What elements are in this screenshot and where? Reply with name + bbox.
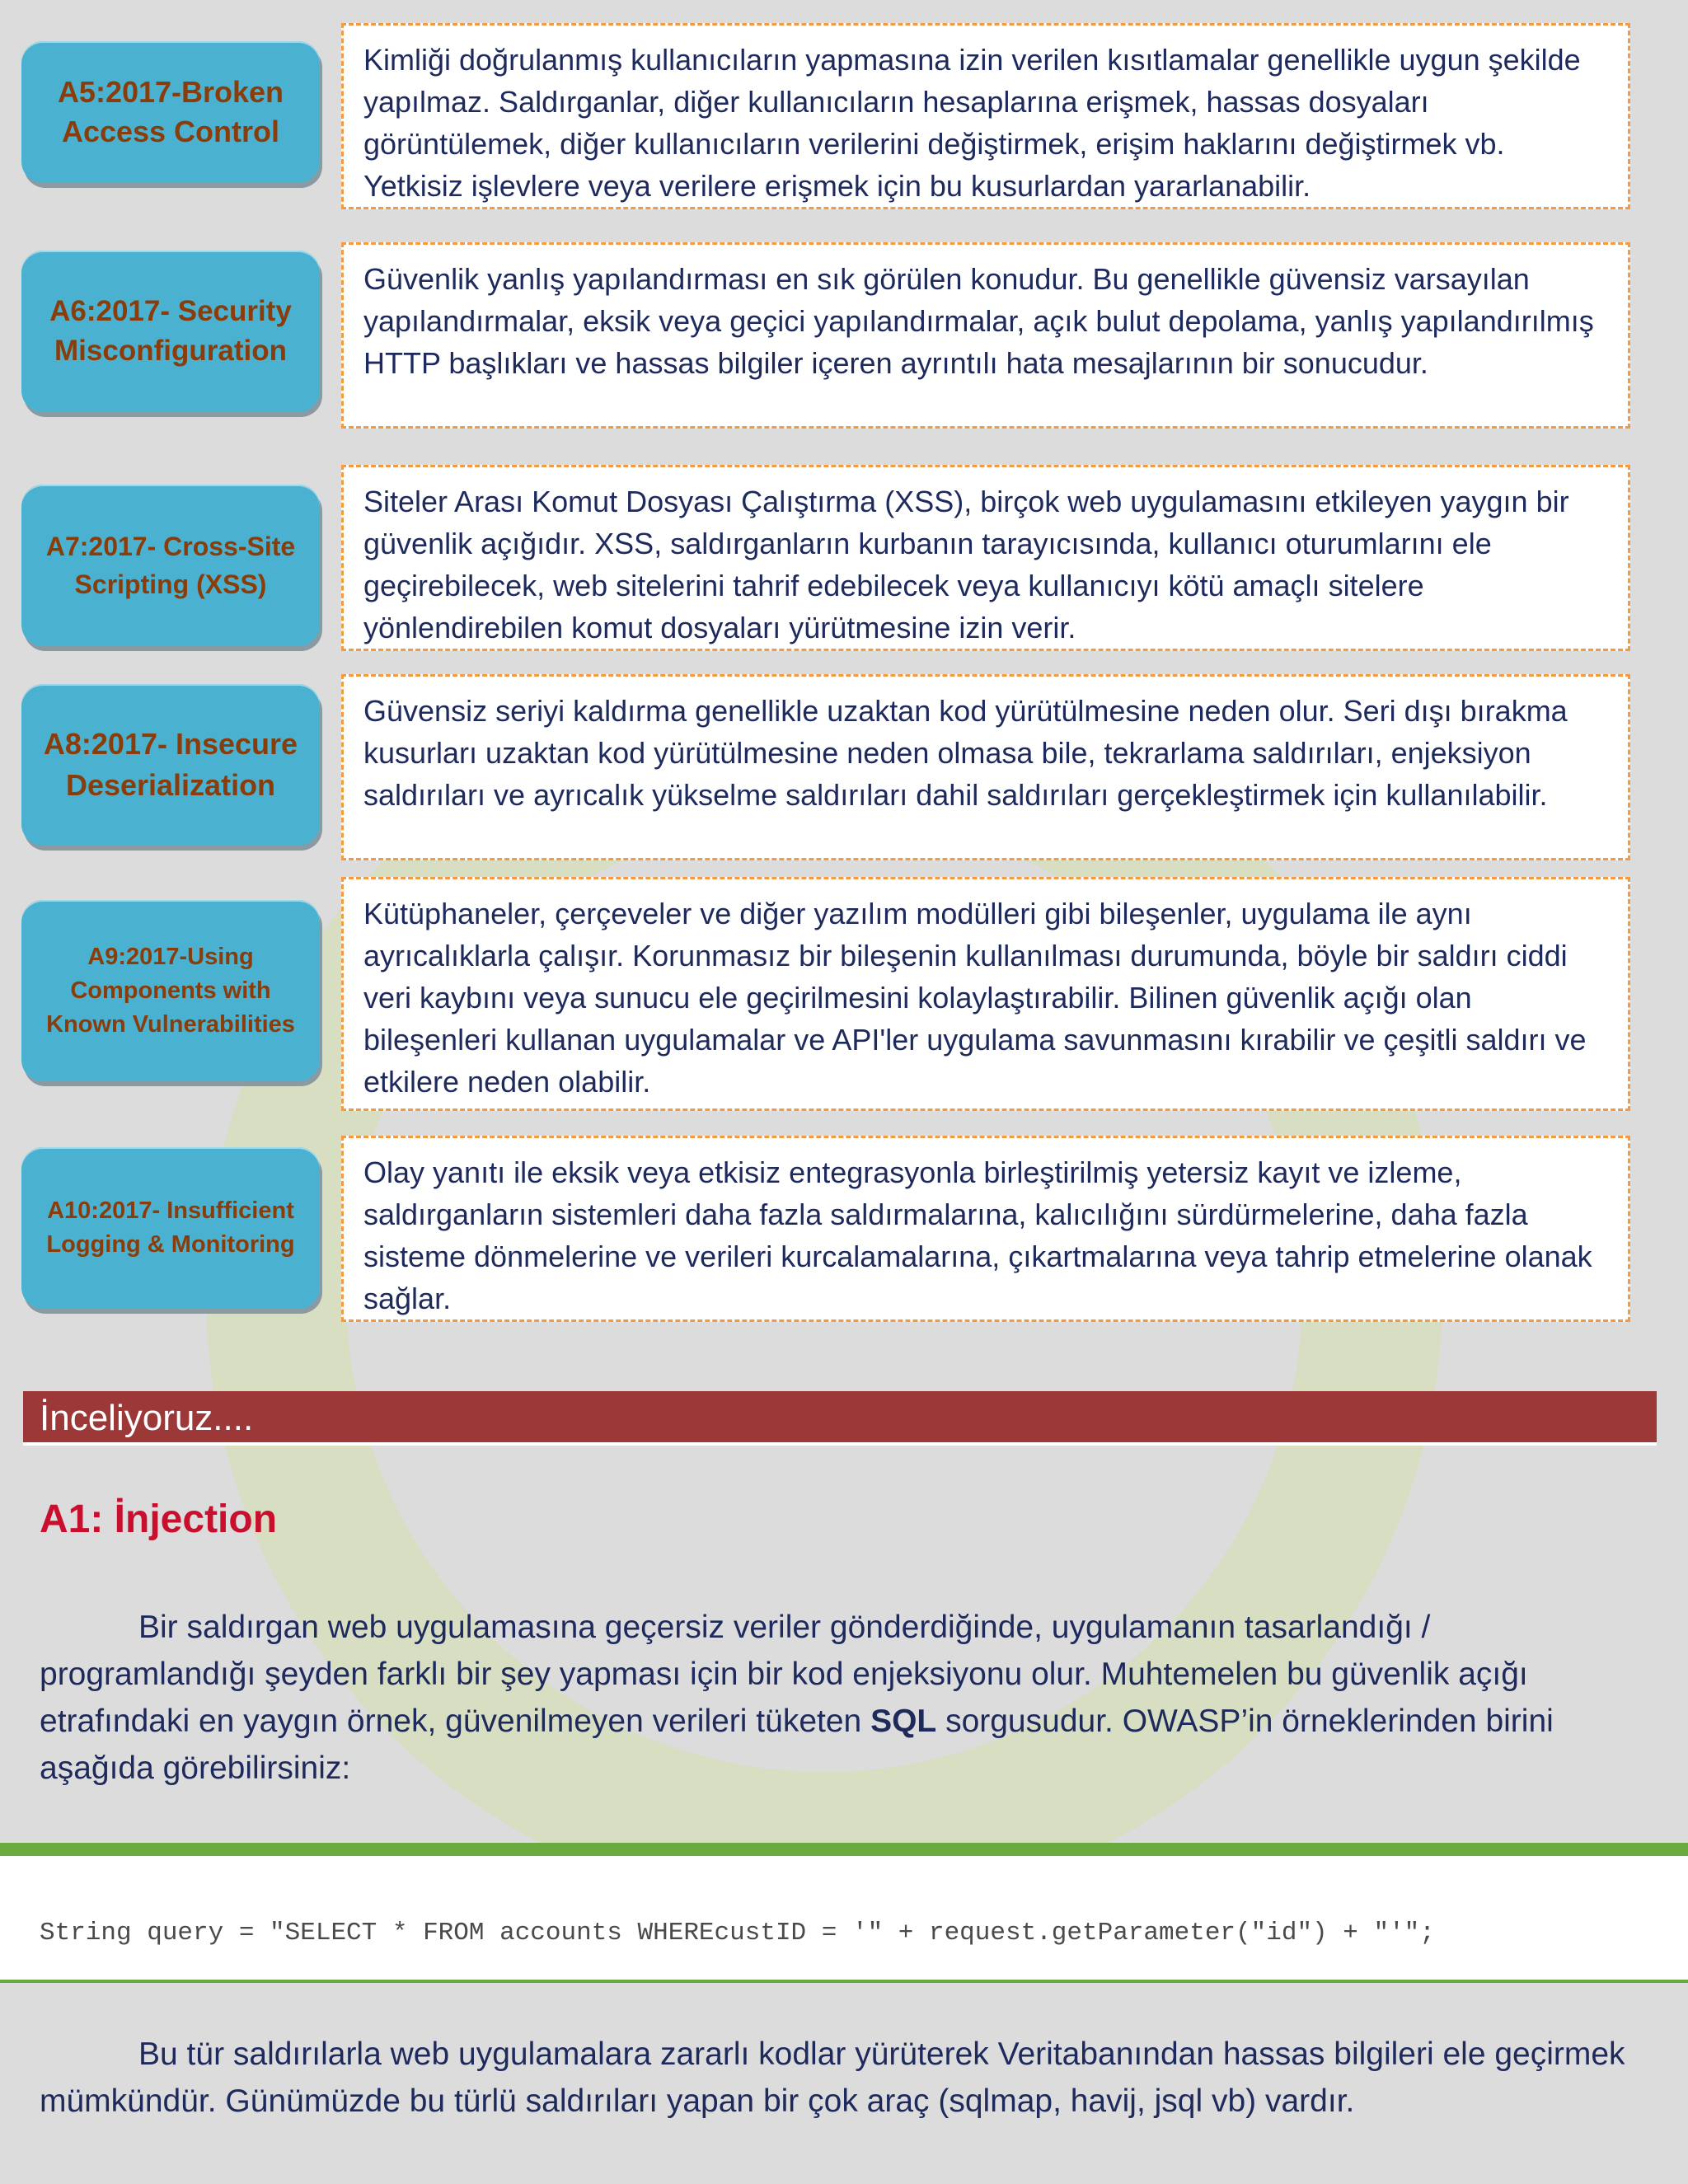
intro-text-before: Bir saldırgan web uygulamasına geçersiz veriler gönderdiğinde, uygulamanın tasarlandığı / programlandığı şeyden farklı bir şey yapması için bir kod enjeksiyonu olur. Muhtemelen bu güvenlik açığı etrafındaki en yaygın örnek, güvenilmeyen verileri tüketen: [40, 1610, 1528, 1739]
description-a6: Güvenlik yanlış yapılandırması en sık görülen konudur. Bu genellikle güvensiz varsayılan yapılandırmalar, eksik veya geçici yapılandırmalar, açık bulut depolama, yanlış yapılandırılmış HTTP başlıkları ve hassas bilgiler içeren ayrıntılı hata mesajlarının bir sonucudur.: [341, 242, 1630, 429]
section-title-bar: İnceliyoruz....: [23, 1391, 1657, 1446]
badge-a9: A9:2017-Using Components with Known Vulnerabilities: [21, 900, 320, 1081]
code-line: String query = "SELECT * FROM accounts WHEREcustID = '" + request.getParameter("id") + "'";: [40, 1919, 1435, 1947]
description-a5: Kimliği doğrulanmış kullanıcıların yapmasına izin verilen kısıtlamalar genellikle uygun şekilde yapılmaz. Saldırganlar, diğer kullanıcıların hesaplarına erişmek, hassas dosyaları görüntülemek, diğer kullanıcıların verilerini değiştirmek, erişim haklarını değiştirmek vb. Yetkisiz işlevlere veya verilere erişmek için bu kusurlardan yararlanabilir.: [341, 23, 1630, 209]
badge-a6: A6:2017- Security Misconfiguration: [21, 251, 320, 412]
description-a9: Kütüphaneler, çerçeveler ve diğer yazılım modülleri gibi bileşenler, uygulama ile aynı ayrıcalıklarla çalışır. Korunmasız bir bileşenin kullanılması durumunda, böyle bir saldırı ciddi veri kaybını veya sunucu ele geçirilmesini kolaylaştırabilir. Bilinen güvenlik açığı olan bileşenleri kullanan uygulamalar ve API'ler uygulama savunmasını kırabilir ve çeşitli saldırı ve etkilere neden olabilir.: [341, 877, 1630, 1111]
badge-a10: A10:2017- Insufficient Logging & Monitoring: [21, 1147, 320, 1309]
section-heading: A1: İnjection: [40, 1497, 278, 1541]
badge-a5: A5:2017-Broken Access Control: [21, 41, 320, 183]
intro-paragraph: [40, 1604, 1655, 1792]
code-block: [0, 1843, 1688, 1983]
badge-a8: A8:2017- Insecure Deserialization: [21, 684, 320, 846]
description-a7: Siteler Arası Komut Dosyası Çalıştırma (XSS), birçok web uygulamasını etkileyen yaygın bir güvenlik açığıdır. XSS, saldırganların kurbanın tarayıcısında, kullanıcı oturumlarını ele geçirebilecek, web sitelerini tahrif edebilecek veya kullanıcıyı kötü amaçlı sitelere yönlendirebilen komut dosyaları yürütmesine izin verir.: [341, 465, 1630, 651]
description-a8: Güvensiz seriyi kaldırma genellikle uzaktan kod yürütülmesine neden olur. Seri dışı bırakma kusurları uzaktan kod yürütülmesine neden olmasa bile, tekrarlama saldırıları, enjeksiyon saldırıları ve ayrıcalık yükselme saldırıları dahil saldırıları gerçekleştirmek için kullanılabilir.: [341, 674, 1630, 860]
badge-a7: A7:2017- Cross-Site Scripting (XSS): [21, 485, 320, 646]
closing-paragraph: Bu tür saldırılarla web uygulamalara zararlı kodlar yürüterek Veritabanından hassas bilgileri ele geçirmek mümkündür. Günümüzde bu türlü saldırıları yapan bir çok araç (sqlmap, havij, jsql vb) vardır.: [40, 2036, 1625, 2119]
sql-keyword: SQL: [870, 1704, 937, 1739]
intro-text-after: sorgusudur. OWASP’in örneklerinden birini aşağıda görebilirsiniz:: [40, 1704, 1554, 1786]
description-a10: Olay yanıtı ile eksik veya etkisiz entegrasyonla birleştirilmiş yetersiz kayıt ve izleme, saldırganların sistemleri daha fazla saldırmalarına, kalıcılığını sürdürmelerine, daha fazla sisteme dönmelerine ve verileri kurcalamalarına, çıkartmalarına veya tahrip etmelerine olanak sağlar.: [341, 1136, 1630, 1322]
